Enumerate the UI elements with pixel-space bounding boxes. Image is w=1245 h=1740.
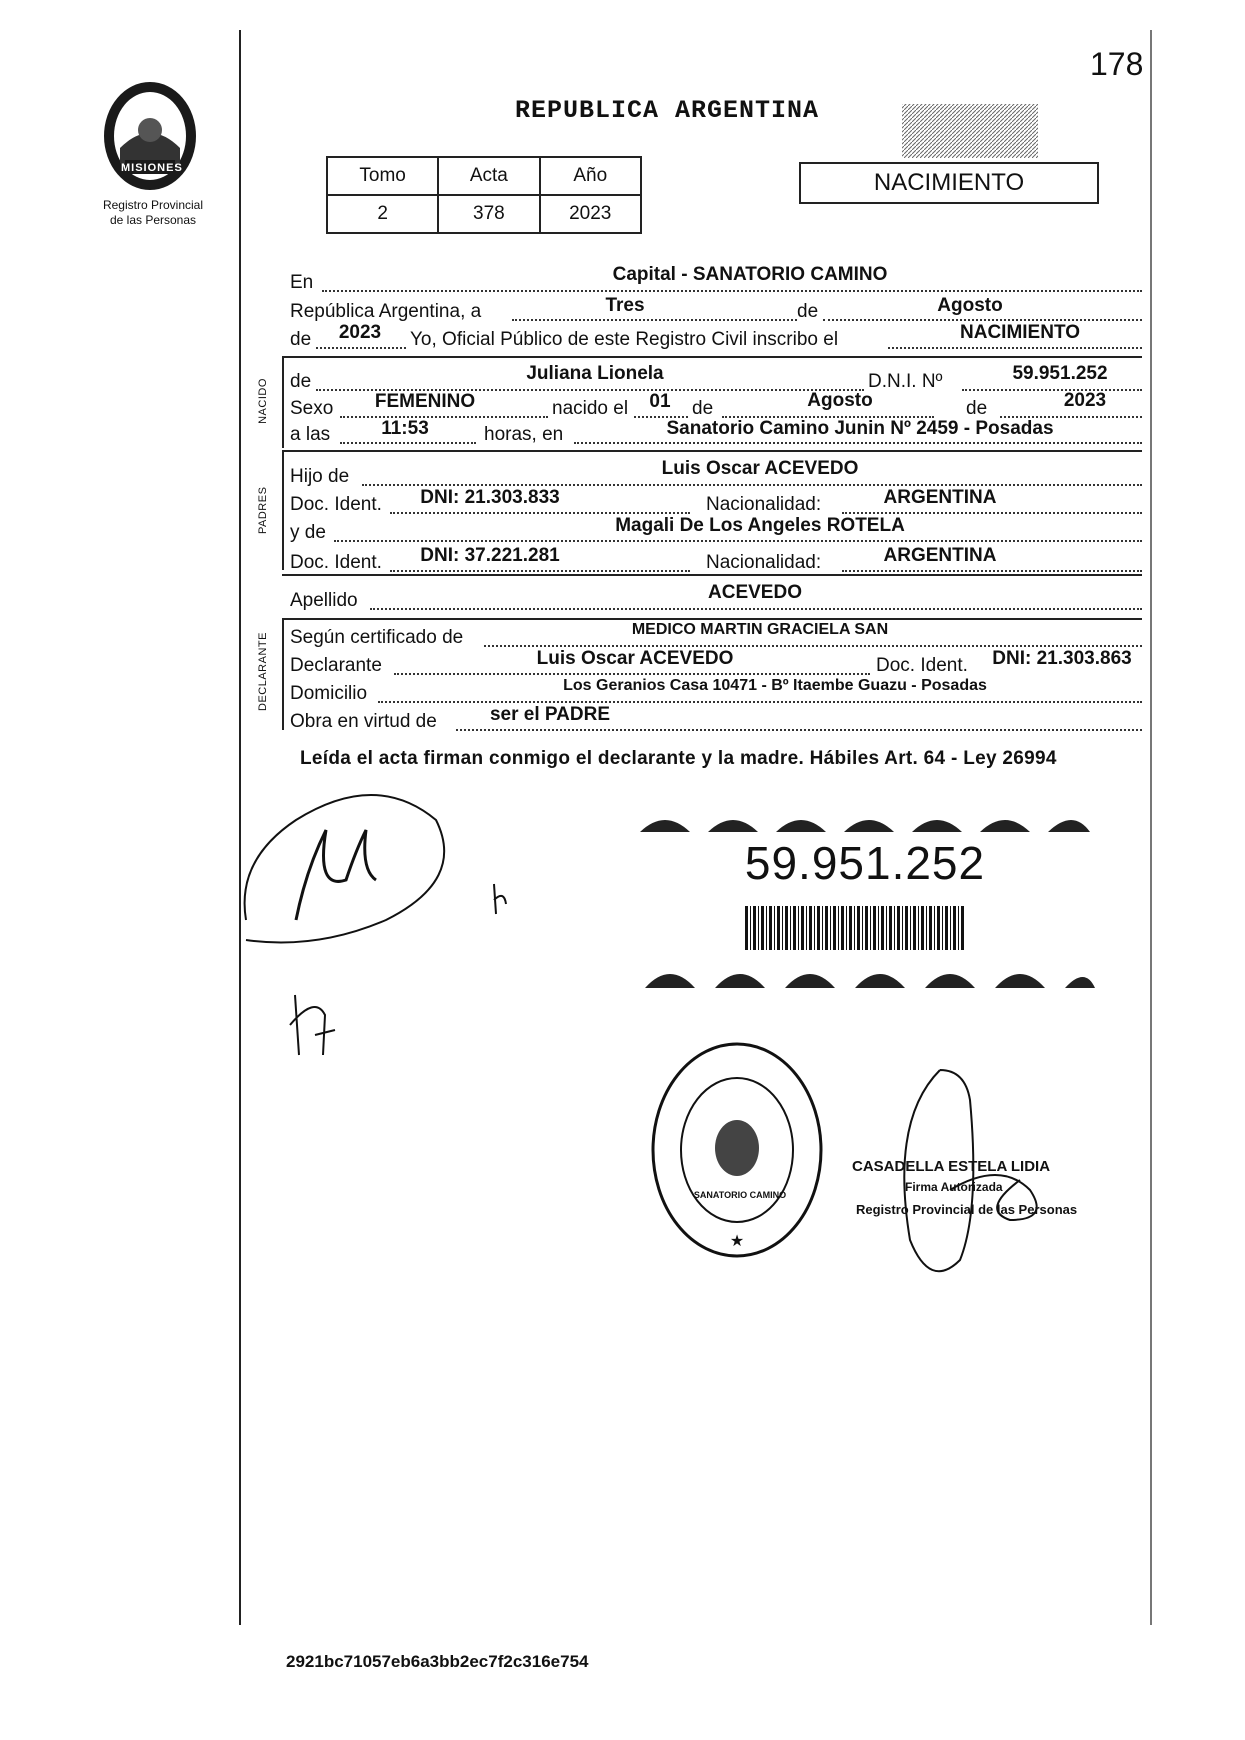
padres-bracket — [282, 452, 284, 570]
record-table — [326, 156, 642, 234]
dots-birth-place — [574, 442, 1142, 444]
value-birth-day: 01 — [649, 391, 671, 412]
value-mother-name: Magali De Los Angeles ROTELA — [615, 515, 905, 536]
label-declarante: Declarante — [290, 655, 382, 676]
dots-mother-doc — [390, 570, 690, 572]
record-table-header-tomo: Tomo — [327, 157, 438, 195]
page-title: REPUBLICA ARGENTINA — [515, 96, 820, 125]
official-seal — [650, 1040, 825, 1260]
label-apellido: Apellido — [290, 590, 358, 611]
svg-text:★: ★ — [729, 1233, 745, 1250]
security-pattern-bottom — [645, 960, 1095, 990]
officer-signature — [880, 1060, 1080, 1290]
value-domicilio: Los Geranios Casa 10471 - Bº Itaembe Guazu - Posadas — [563, 677, 987, 694]
dots-mother — [334, 540, 1142, 542]
label-sexo: Sexo — [290, 398, 334, 419]
dots-obra — [456, 729, 1142, 731]
label-dni: D.N.I. Nº — [868, 371, 943, 392]
value-child-dni: 59.951.252 — [1012, 363, 1108, 384]
label-de-month: de — [797, 301, 819, 322]
label-doc-ident-mother: Doc. Ident. — [290, 552, 382, 573]
value-birth-place: Sanatorio Camino Junin Nº 2459 - Posadas — [666, 418, 1054, 439]
dots-domicilio — [378, 701, 1142, 703]
label-domicilio: Domicilio — [290, 683, 368, 704]
value-father-doc: DNI: 21.303.833 — [420, 487, 560, 508]
dots-day — [512, 319, 797, 321]
declarante-bracket — [282, 620, 284, 730]
value-birth-time: 11:53 — [381, 418, 429, 439]
registry-seal-bottom-text: MISIONES — [121, 162, 183, 174]
officer-organization: Registro Provincial de las Personas — [856, 1202, 1078, 1217]
record-type-box: NACIMIENTO — [799, 162, 1099, 204]
value-year: 2023 — [338, 322, 382, 343]
divider-padres-top — [282, 450, 1142, 452]
dots-declarante — [394, 673, 870, 675]
value-declarante-name: Luis Oscar ACEVEDO — [536, 648, 734, 669]
official-seal-inner-text: SANATORIO CAMINO — [693, 1190, 787, 1200]
label-nacido-de-month: de — [692, 398, 714, 419]
value-obra: ser el PADRE — [489, 704, 611, 725]
label-y-de: y de — [290, 522, 326, 543]
dots-en — [322, 290, 1142, 292]
value-birth-month: Agosto — [807, 390, 873, 411]
dots-father — [362, 484, 1142, 486]
value-birth-year: 2023 — [1063, 390, 1107, 411]
section-label-declarante: DECLARANTE — [257, 632, 269, 711]
label-republica: República Argentina, a — [290, 301, 482, 322]
value-sexo: FEMENINO — [374, 391, 476, 412]
record-table-value-anio: 2023 — [540, 195, 642, 233]
label-a-las: a las — [290, 424, 331, 445]
nacido-bracket — [282, 356, 284, 448]
id-number-display: 59.951.252 — [744, 837, 986, 889]
label-en: En — [290, 272, 314, 293]
dots-father-doc — [390, 512, 690, 514]
dots-year — [316, 347, 406, 349]
registry-seal-logo — [95, 78, 205, 198]
dots-father-nac — [842, 512, 1142, 514]
label-hijo-de: Hijo de — [290, 466, 350, 487]
label-nacido-de: de — [290, 371, 312, 392]
closing-statement: Leída el acta firman conmigo el declarante y la madre. Hábiles Art. 64 - Ley 26994 — [300, 748, 1057, 769]
registry-name-line1: Registro Provincial — [102, 198, 204, 212]
label-obra-en-virtud: Obra en virtud de — [290, 711, 437, 732]
value-apellido: ACEVEDO — [708, 582, 802, 603]
label-horas-en: horas, en — [484, 424, 564, 445]
divider-apellido-top — [282, 574, 1142, 576]
value-mother-nationality: ARGENTINA — [883, 545, 997, 566]
divider-nacido-top — [282, 356, 1142, 358]
security-stamp — [900, 102, 1040, 160]
label-doc-ident-declarante: Doc. Ident. — [876, 655, 968, 676]
value-month: Agosto — [937, 295, 1003, 316]
declarant-signature — [236, 770, 456, 950]
dots-cert — [484, 645, 1142, 647]
mother-signature — [285, 975, 355, 1065]
small-initial-mark — [488, 880, 518, 920]
officer-name: CASADELLA ESTELA LIDIA — [852, 1158, 1051, 1175]
label-inscribo: Yo, Oficial Público de este Registro Civil inscribo el — [410, 329, 839, 350]
page-number: 178 — [1090, 46, 1144, 82]
record-table-value-acta: 378 — [438, 195, 539, 233]
dots-inscribo — [888, 347, 1142, 349]
dots-month — [823, 319, 1142, 321]
value-child-name: Juliana Lionela — [526, 363, 664, 384]
right-margin-rule — [1150, 30, 1152, 1625]
barcode — [745, 906, 965, 950]
label-segun-certificado: Según certificado de — [290, 627, 464, 648]
security-pattern-top — [640, 808, 1090, 834]
dots-time — [340, 442, 476, 444]
dots-apellido — [370, 608, 1142, 610]
label-de-year: de — [290, 329, 312, 350]
label-nacido-de-year: de — [966, 398, 988, 419]
value-father-name: Luis Oscar ACEVEDO — [661, 458, 859, 479]
record-table-value-tomo: 2 — [327, 195, 438, 233]
officer-role: Firma Autorizada — [905, 1180, 1003, 1194]
value-day: Tres — [605, 295, 645, 316]
registry-name-line2: de las Personas — [109, 213, 197, 227]
value-inscribo: NACIMIENTO — [960, 322, 1080, 343]
record-table-header-anio: Año — [540, 157, 642, 195]
label-nacido-el: nacido el — [552, 398, 629, 419]
value-mother-doc: DNI: 37.221.281 — [420, 545, 560, 566]
value-place: Capital - SANATORIO CAMINO — [612, 264, 888, 285]
section-label-padres: PADRES — [257, 486, 269, 534]
dots-mother-nac — [842, 570, 1142, 572]
document-hash: 2921bc71057eb6a3bb2ec7f2c316e754 — [286, 1652, 589, 1671]
label-nacionalidad-mother: Nacionalidad: — [706, 552, 822, 573]
divider-declarante-top — [282, 618, 1142, 620]
value-certificate: MEDICO MARTIN GRACIELA SAN — [631, 621, 889, 638]
value-declarante-doc: DNI: 21.303.863 — [992, 648, 1132, 669]
label-nacionalidad-father: Nacionalidad: — [706, 494, 822, 515]
value-father-nationality: ARGENTINA — [883, 487, 997, 508]
section-label-nacido: NACIDO — [257, 378, 269, 424]
record-table-header-acta: Acta — [438, 157, 539, 195]
label-doc-ident-father: Doc. Ident. — [290, 494, 382, 515]
